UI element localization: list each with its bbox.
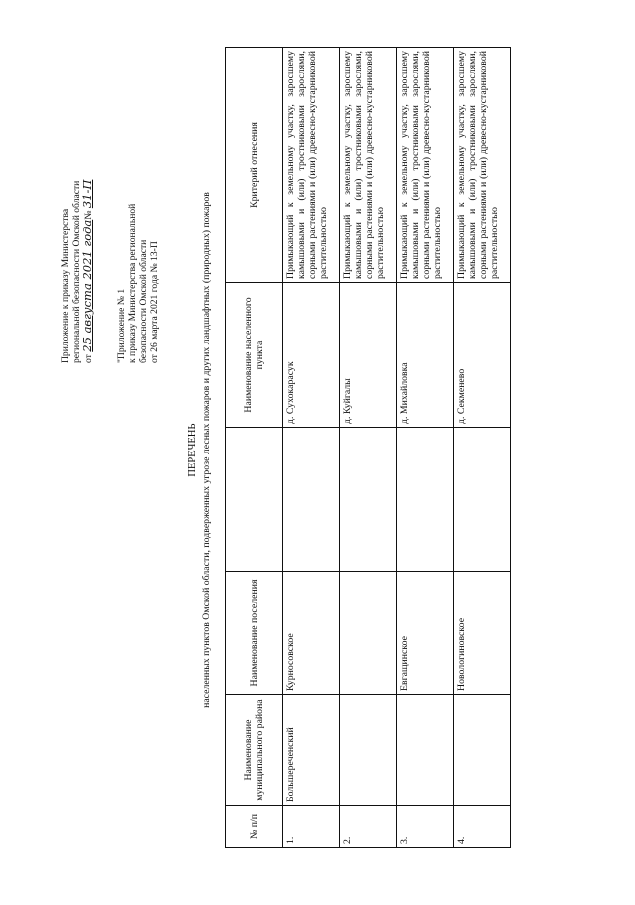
document-subtitle: населенных пунктов Омской области, подверженных угрозе лесных пожаров и других ландшафтных (природных) пожаров xyxy=(201,192,212,708)
cell-empty xyxy=(397,428,454,572)
reference-line-1: "Приложение № 1 xyxy=(116,288,127,363)
cell-locality: д. Куйгалы xyxy=(340,283,397,428)
header-district: Наименование муниципального района xyxy=(226,695,283,806)
cell-settlement: Евгащинское xyxy=(397,572,454,695)
reference-line-4: от 26 марта 2021 года № 13-П xyxy=(149,241,160,363)
cell-district xyxy=(397,695,454,806)
cell-district xyxy=(340,695,397,806)
cell-empty xyxy=(454,428,511,572)
appendix-block xyxy=(60,180,160,363)
header-settlement: Наименование поселения xyxy=(226,572,283,695)
appendix-line-3: от 25 августа 2021 года№ 31-П xyxy=(80,179,94,363)
appendix-line-1: Приложение к приказу Министерства xyxy=(60,208,71,363)
cell-criterion: Примыкающий к земельному участку, заросшему камышовыми и (или) тростниковыми зарослями, сорными растениями и (или) древесно-кустарниковой растительностью xyxy=(454,48,511,283)
cell-criterion: Примыкающий к земельному участку, заросшему камышовыми и (или) тростниковыми зарослями, сорными растениями и (или) древесно-кустарниковой растительностью xyxy=(397,48,454,283)
cell-settlement: Новологиновское xyxy=(454,572,511,695)
cell-empty xyxy=(340,428,397,572)
table-row xyxy=(340,48,397,848)
cell-number: 2. xyxy=(340,806,397,848)
document-heading: ПЕРЕЧЕНЬ xyxy=(187,423,198,477)
header-empty xyxy=(226,428,283,572)
appendix-line-2: региональной безопасности Омской области xyxy=(71,180,82,363)
table-header-row xyxy=(226,48,283,848)
handwritten-number: 31-П xyxy=(80,179,94,209)
cell-settlement: Курносовское xyxy=(283,572,340,695)
cell-empty xyxy=(283,428,340,572)
cell-criterion: Примыкающий к земельному участку, заросшему камышовыми и (или) тростниковыми зарослями, сорными растениями и (или) древесно-кустарниковой растительностью xyxy=(283,48,340,283)
header-locality: Наименование населенного пункта xyxy=(226,283,283,428)
reference-line-2: к приказу Министерства региональной xyxy=(127,203,138,363)
cell-district: Большереченский xyxy=(283,695,340,806)
cell-number: 1. xyxy=(283,806,340,848)
cell-locality: д. Сухокарасук xyxy=(283,283,340,428)
cell-criterion: Примыкающий к земельному участку, заросшему камышовыми и (или) тростниковыми зарослями, сорными растениями и (или) древесно-кустарниковой растительностью xyxy=(340,48,397,283)
cell-locality: д. Секменево xyxy=(454,283,511,428)
table-row xyxy=(283,48,340,848)
settlements-table xyxy=(225,47,511,848)
header-criterion: Критерий отнесения xyxy=(226,48,283,283)
table-row xyxy=(454,48,511,848)
table-row xyxy=(397,48,454,848)
handwritten-date: 25 августа 2021 года xyxy=(80,219,94,352)
cell-settlement xyxy=(340,572,397,695)
cell-district xyxy=(454,695,511,806)
cell-locality: д. Михайловка xyxy=(397,283,454,428)
cell-number: 4. xyxy=(454,806,511,848)
cell-number: 3. xyxy=(397,806,454,848)
reference-line-3: безопасности Омской области xyxy=(138,239,149,363)
header-number: № п/п xyxy=(226,806,283,848)
